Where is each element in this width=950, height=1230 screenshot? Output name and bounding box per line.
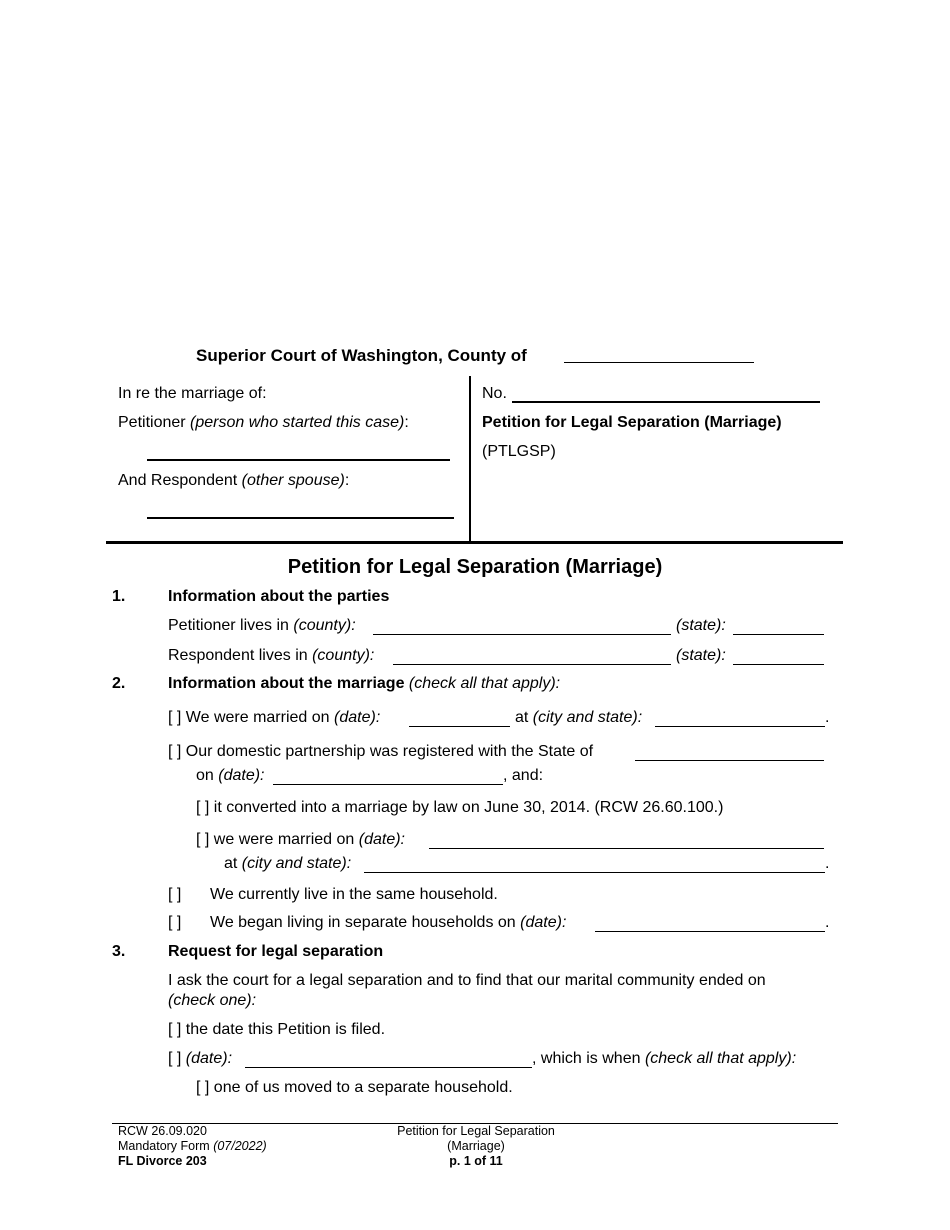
- partnership-date-blank[interactable]: [273, 784, 503, 785]
- married-option: [ ] We were married on (date):: [168, 709, 381, 726]
- period: .: [825, 914, 830, 931]
- we-married-checkbox[interactable]: [ ]: [196, 831, 210, 848]
- petitioner-lives-label: Petitioner lives in (county):: [168, 617, 356, 634]
- marriage-place-blank[interactable]: [655, 726, 825, 727]
- section-1-heading: Information about the parties: [168, 588, 390, 605]
- which-is-when: , which is when (check all that apply):: [532, 1050, 797, 1067]
- page-title: Petition for Legal Separation (Marriage): [287, 556, 663, 578]
- community-end-date-blank[interactable]: [245, 1067, 532, 1068]
- same-household-checkbox[interactable]: [ ]: [168, 886, 182, 903]
- specific-date-checkbox[interactable]: [ ]: [168, 1050, 182, 1067]
- case-number-blank[interactable]: [512, 401, 820, 403]
- specific-date-option: [ ] (date):: [168, 1050, 233, 1067]
- request-text: I ask the court for a legal separation and to find that our marital community ended on: [168, 972, 766, 989]
- petitioner-name-blank[interactable]: [147, 459, 450, 461]
- petitioner-label: Petitioner (person who started this case):: [118, 414, 409, 431]
- court-title: Superior Court of Washington, County of: [196, 346, 527, 365]
- respondent-county-blank[interactable]: [393, 664, 671, 665]
- in-re-label: In re the marriage of:: [118, 385, 267, 402]
- respondent-label: And Respondent (other spouse):: [118, 472, 350, 489]
- footer-page-number: p. 1 of 11: [449, 1154, 503, 1168]
- caption-divider-horizontal: [106, 541, 843, 544]
- petitioner-state-blank[interactable]: [733, 634, 824, 635]
- section-2-number: 2.: [112, 675, 126, 692]
- married-checkbox[interactable]: [ ]: [168, 709, 182, 726]
- section-1-number: 1.: [112, 588, 126, 605]
- footer-mandatory: Mandatory Form (07/2022): [118, 1139, 267, 1153]
- separate-households-option: [ ] We began living in separate households on (date):: [168, 914, 567, 931]
- we-married-at-label: at (city and state):: [224, 855, 352, 872]
- moved-option: [ ] one of us moved to a separate household.: [196, 1079, 513, 1096]
- section-3-number: 3.: [112, 943, 126, 960]
- footer-title-line1: Petition for Legal Separation: [397, 1124, 555, 1138]
- respondent-name-blank[interactable]: [147, 517, 454, 519]
- same-household-option: [ ] We currently live in the same household.: [168, 886, 498, 903]
- footer-rcw: RCW 26.09.020: [118, 1124, 207, 1138]
- petitioner-hint: (person who started this case): [190, 414, 405, 431]
- respondent-lives-label: Respondent lives in (county):: [168, 647, 375, 664]
- respondent-state-label: (state):: [676, 647, 726, 664]
- section-2-heading: Information about the marriage (check all that apply):: [168, 675, 561, 692]
- petitioner-state-label: (state):: [676, 617, 726, 634]
- footer-left: [118, 1124, 267, 1169]
- period: .: [825, 855, 830, 872]
- doc-code: (PTLGSP): [482, 443, 556, 460]
- county-blank[interactable]: [564, 362, 754, 363]
- section-3-heading: Request for legal separation: [168, 943, 384, 960]
- converted-checkbox[interactable]: [ ]: [196, 799, 210, 816]
- converted-option: [ ] it converted into a marriage by law on June 30, 2014. (RCW 26.60.100.): [196, 799, 724, 816]
- partnership-state-blank[interactable]: [635, 760, 824, 761]
- respondent-hint: (other spouse): [241, 472, 345, 489]
- date-filed-checkbox[interactable]: [ ]: [168, 1021, 182, 1038]
- married-at-label: at (city and state):: [515, 709, 643, 726]
- case-no-label: No.: [482, 385, 507, 402]
- separate-households-checkbox[interactable]: [ ]: [168, 914, 182, 931]
- footer-title-line2: (Marriage): [447, 1139, 505, 1153]
- partnership-checkbox[interactable]: [ ]: [168, 743, 182, 760]
- partnership-date-label: on (date):: [196, 767, 265, 784]
- we-married-date-blank[interactable]: [429, 848, 824, 849]
- caption-divider-vertical: [469, 376, 471, 542]
- date-filed-option: [ ] the date this Petition is filed.: [168, 1021, 386, 1038]
- we-married-place-blank[interactable]: [364, 872, 825, 873]
- period: .: [825, 709, 830, 726]
- separate-date-blank[interactable]: [595, 931, 825, 932]
- moved-checkbox[interactable]: [ ]: [196, 1079, 210, 1096]
- marriage-date-blank[interactable]: [409, 726, 510, 727]
- we-married-option: [ ] we were married on (date):: [196, 831, 405, 848]
- check-one-hint: (check one):: [168, 992, 257, 1009]
- partnership-option: [ ] Our domestic partnership was registered with the State of: [168, 743, 594, 760]
- doc-title-right: Petition for Legal Separation (Marriage): [482, 414, 782, 431]
- footer-center: [356, 1124, 596, 1169]
- footer-form-id: FL Divorce 203: [118, 1154, 207, 1168]
- petitioner-county-blank[interactable]: [373, 634, 671, 635]
- respondent-state-blank[interactable]: [733, 664, 824, 665]
- partnership-and: , and:: [503, 767, 544, 784]
